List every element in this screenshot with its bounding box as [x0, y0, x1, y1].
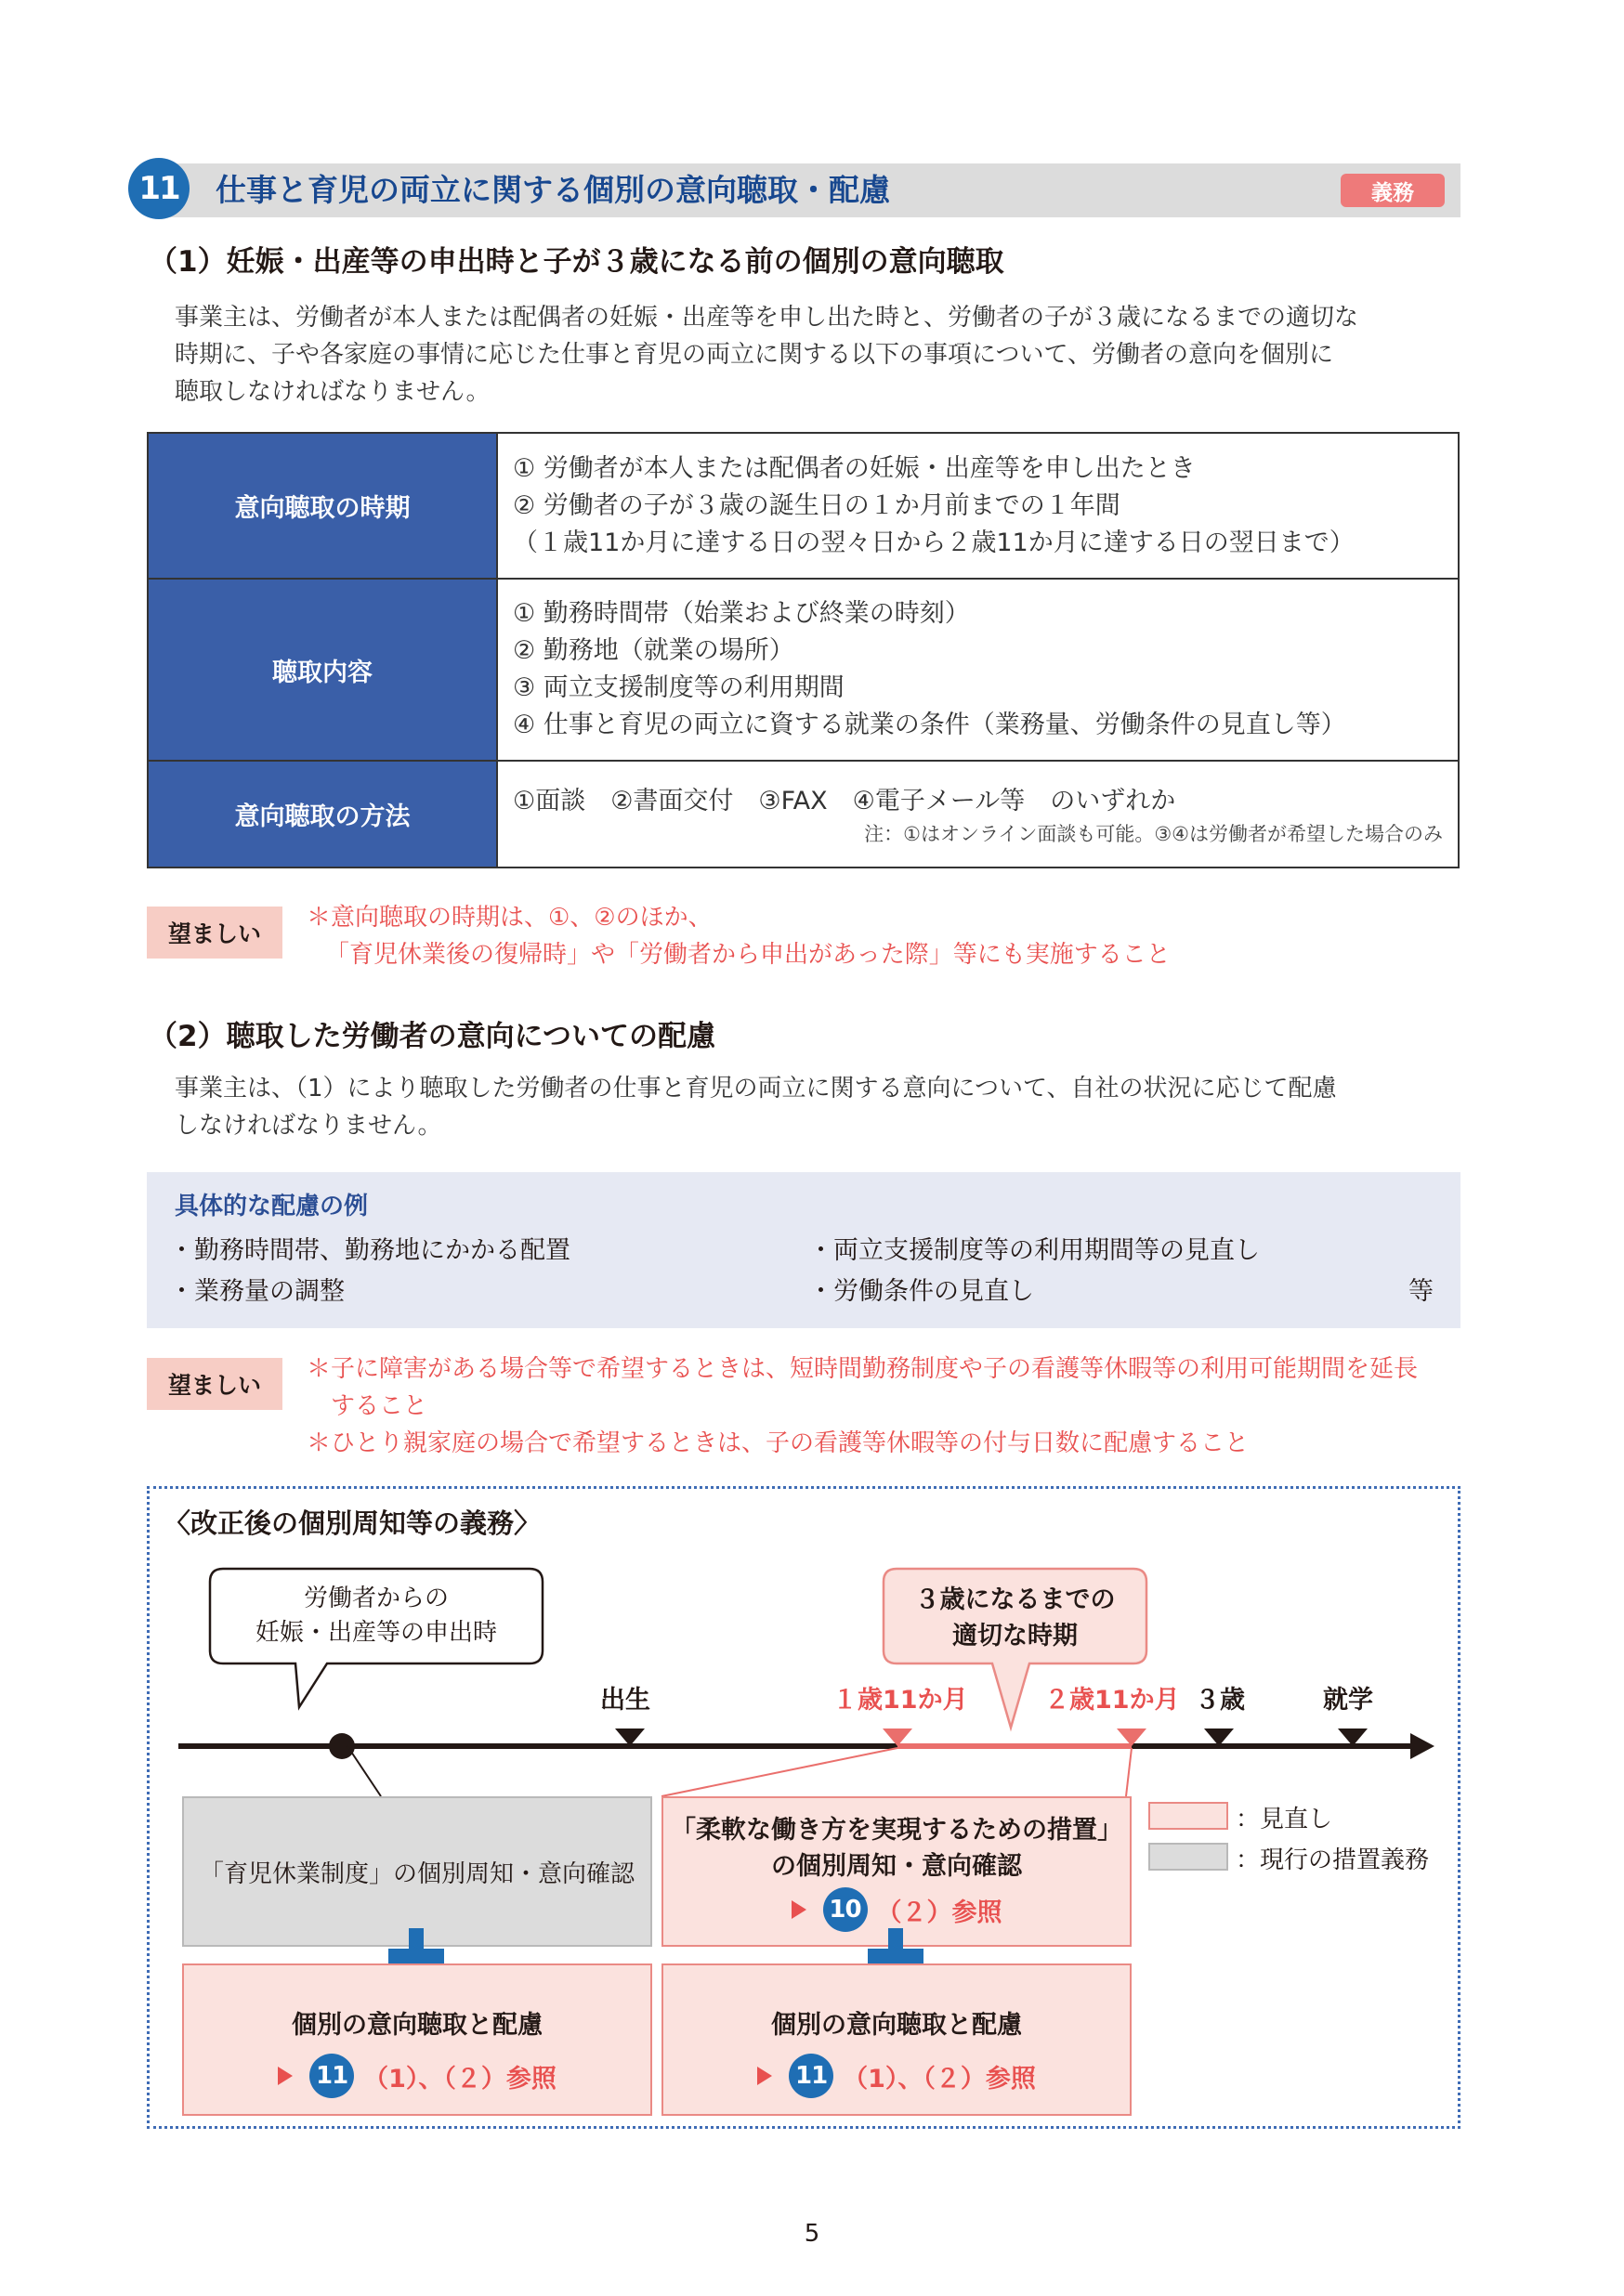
- box-individual-hearing-right: [661, 1963, 1132, 2116]
- reference-link[interactable]: [663, 2054, 1130, 2098]
- connector-line: [347, 1746, 381, 1796]
- box-title: 個別の意向聴取と配慮: [771, 2011, 1022, 2040]
- reference-link[interactable]: [663, 1887, 1130, 1932]
- legend-label-revised: ：見直し: [1236, 1806, 1333, 1833]
- preferable-line: ＊子に障害がある場合等で希望するときは、短時間勤務制度や子の看護等休暇等の利用可能期間を延長: [307, 1355, 1419, 1383]
- body-line: 事業主は、労働者が本人または配偶者の妊娠・出産等を申し出た時と、労働者の子が３歳になるまでの適切な: [175, 304, 1359, 332]
- table-line: ④ 仕事と育児の両立に資する就業の条件（業務量、労働条件の見直し等）: [513, 711, 1346, 739]
- table-note: 注：①はオンライン面談も可能。③④は労働者が希望した場合のみ: [864, 822, 1443, 845]
- examples-suffix: 等: [1408, 1277, 1434, 1306]
- timeline-arrowhead: [1410, 1733, 1434, 1759]
- body-line: 聴取しなければなりません。: [175, 378, 491, 406]
- page-number: 5: [804, 2220, 820, 2248]
- table-header-cell: 意向聴取の方法: [148, 761, 497, 868]
- timeline-label-age3: ３歳: [1195, 1686, 1245, 1715]
- ref-number-badge: 10: [823, 1887, 868, 1932]
- box-text: 「育児休業制度」の個別周知・意向確認: [199, 1859, 635, 1888]
- period-guide-right: [1126, 1748, 1132, 1796]
- preferable-line: ＊ひとり親家庭の場合で希望するときは、子の看護等休暇等の付与日数に配慮すること: [307, 1429, 1250, 1457]
- box-individual-hearing-left: [182, 1963, 652, 2116]
- table-line: ③ 両立支援制度等の利用期間: [513, 673, 845, 702]
- callout-left-text: [210, 1579, 543, 1648]
- preferable-tag: 望ましい: [147, 907, 282, 959]
- box-title: 個別の意向聴取と配慮: [292, 2011, 543, 2040]
- table-line: ② 労働者の子が３歳の誕生日の１か月前までの１年間: [513, 490, 1120, 520]
- legend-label-current: ：現行の措置義務: [1236, 1846, 1430, 1874]
- preferable-line: ＊意向聴取の時期は、①、②のほか、: [307, 904, 713, 932]
- obligation-tag: 義務: [1341, 174, 1445, 207]
- legend-swatch-gray: [1148, 1843, 1228, 1871]
- preferable-tag: 望ましい: [147, 1358, 282, 1410]
- timeline-label-school: 就学: [1323, 1686, 1373, 1715]
- example-item: ・業務量の調整: [169, 1277, 345, 1306]
- diagram-title: 〈改正後の個別周知等の義務〉: [164, 1507, 542, 1539]
- legend-swatch-pink: [1148, 1802, 1228, 1830]
- pointer-triangle-icon: [792, 1900, 806, 1919]
- example-item: ・労働条件の見直し: [808, 1277, 1034, 1306]
- box-line: の個別周知・意向確認: [771, 1852, 1022, 1881]
- callout-line: 労働者からの: [303, 1585, 449, 1612]
- table-line: ① 労働者が本人または配偶者の妊娠・出産等を申し出たとき: [513, 453, 1196, 483]
- ref-text: （1）、（２）参照: [363, 2064, 557, 2094]
- table-line: （１歳11か月に達する日の翌々日から２歳11か月に達する日の翌日まで）: [513, 528, 1355, 557]
- callout-line: 適切な時期: [952, 1622, 1078, 1650]
- callout-line: 妊娠・出産等の申出時: [255, 1619, 497, 1647]
- example-item: ・勤務時間帯、勤務地にかかる配置: [169, 1236, 570, 1265]
- period-guide-left: [661, 1748, 897, 1796]
- example-item: ・両立支援制度等の利用期間等の見直し: [808, 1236, 1260, 1265]
- callout-right-text: [884, 1579, 1146, 1651]
- table-line: ① 勤務時間帯（始業および終業の時刻）: [513, 599, 970, 628]
- ref-text: （1）、（２）参照: [843, 2064, 1036, 2094]
- reference-link[interactable]: [184, 2054, 650, 2098]
- pointer-triangle-icon: [278, 2067, 293, 2085]
- preferable-line: 「育児休業後の復帰時」や「労働者から申出があった際」等にも実施すること: [325, 941, 1171, 969]
- timeline-label-birth: 出生: [600, 1686, 650, 1715]
- table-header-cell: 意向聴取の時期: [148, 433, 497, 579]
- table-line: ①面談 ②書面交付 ③FAX ④電子メール等 のいずれか: [513, 786, 1176, 815]
- section-number-badge: 11: [128, 158, 190, 219]
- timeline-label-23months: １歳11か月: [832, 1686, 968, 1715]
- examples-title: 具体的な配慮の例: [175, 1193, 369, 1220]
- table-header-cell: 聴取内容: [148, 579, 497, 761]
- timeline-label-35months: ２歳11か月: [1044, 1686, 1180, 1715]
- ref-number-badge: 11: [789, 2054, 833, 2098]
- request-point: [329, 1733, 355, 1759]
- box-flexible-work: [661, 1796, 1132, 1947]
- pointer-triangle-icon: [757, 2067, 772, 2085]
- subsection1-title: （1）妊娠・出産等の申出時と子が３歳になる前の個別の意向聴取: [149, 245, 1004, 279]
- body-line: 時期に、子や各家庭の事情に応じた仕事と育児の両立に関する以下の事項について、労働者の意向を個別に: [175, 341, 1333, 369]
- body-line: 事業主は、（1）により聴取した労働者の仕事と育児の両立に関する意向について、自社の状況に応じて配慮: [175, 1075, 1337, 1102]
- body-line: しなければなりません。: [175, 1112, 442, 1140]
- subsection2-title: （2）聴取した労働者の意向についての配慮: [149, 1020, 715, 1053]
- section-title: 仕事と育児の両立に関する個別の意向聴取・配慮: [216, 172, 890, 208]
- table-line: ② 勤務地（就業の場所）: [513, 636, 794, 665]
- preferable-line: すること: [307, 1392, 428, 1420]
- ref-text: （２）参照: [876, 1898, 1002, 1927]
- callout-line: ３歳になるまでの: [914, 1585, 1116, 1614]
- box-childcare-leave: [182, 1796, 652, 1947]
- box-line: 「柔軟な働き方を実現するための措置」: [671, 1816, 1122, 1845]
- ref-number-badge: 11: [309, 2054, 354, 2098]
